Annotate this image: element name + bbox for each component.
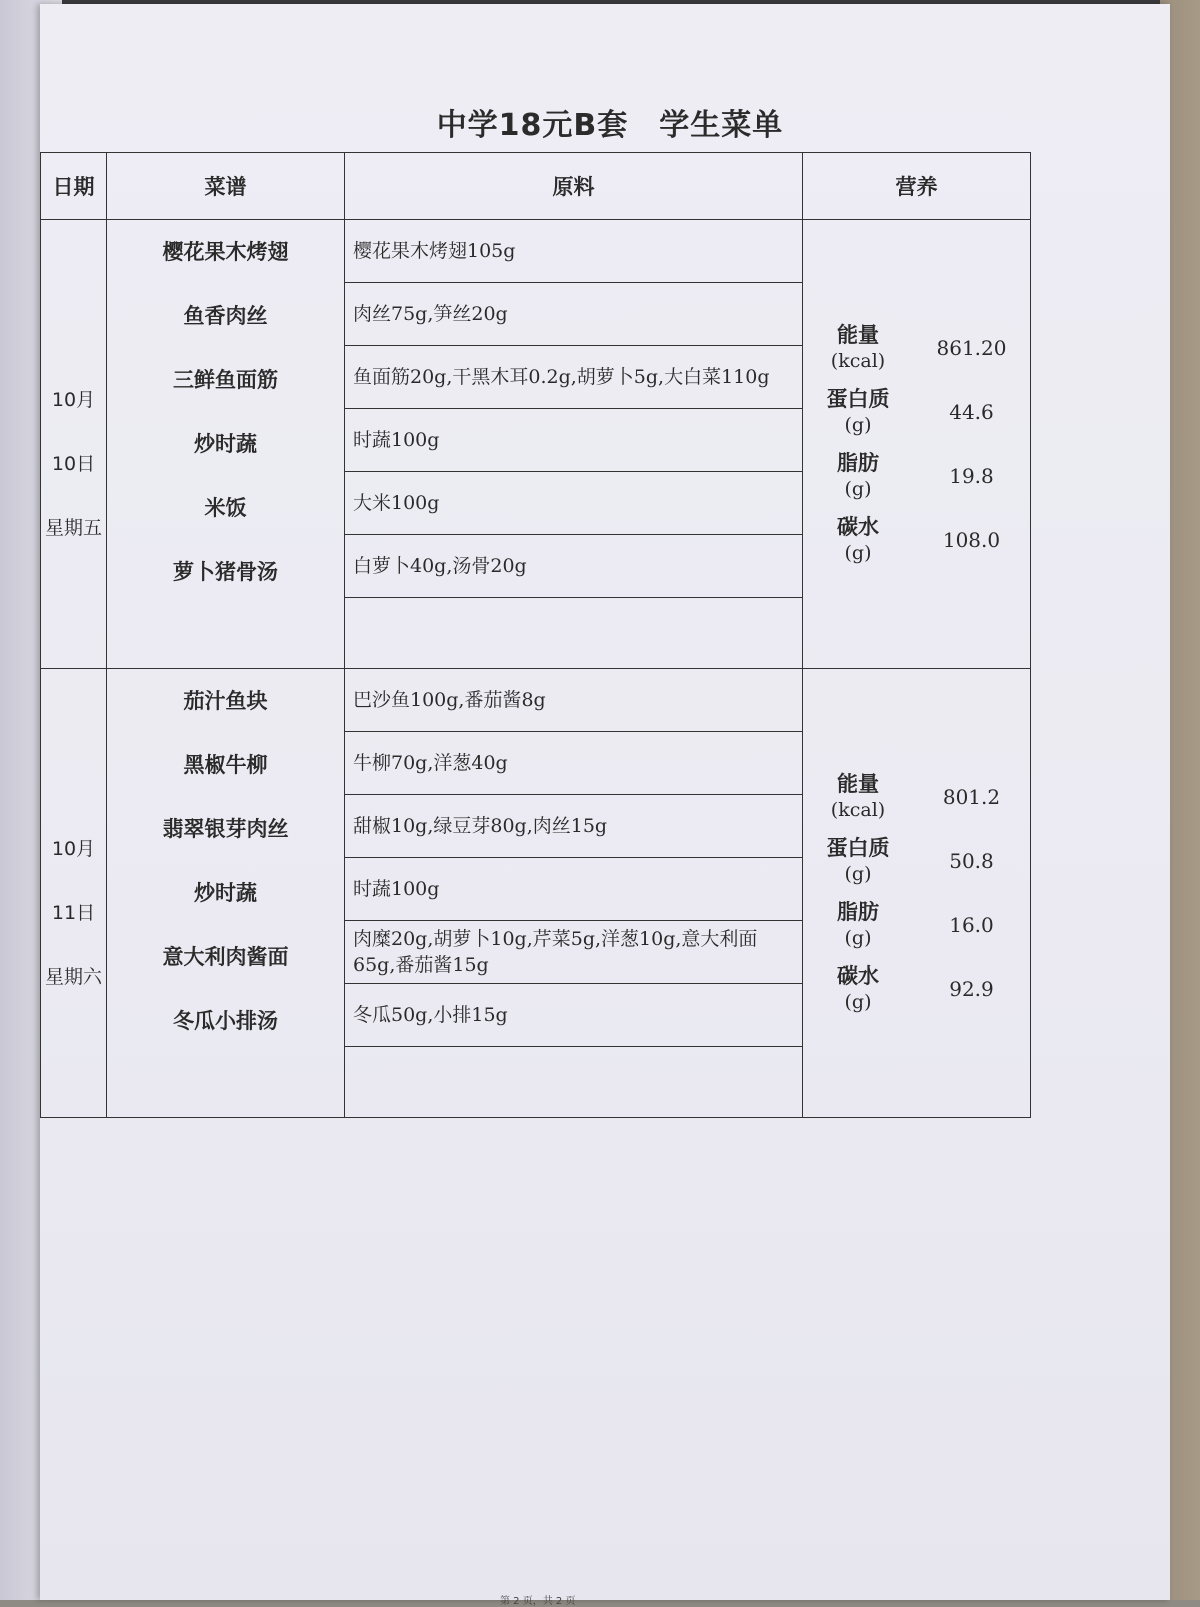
ingredients-cell bbox=[345, 669, 803, 1118]
dish-name: 翡翠银芽肉丝 bbox=[162, 817, 289, 841]
weekday-text: 星期五 bbox=[44, 517, 102, 539]
ingredient-line: 巴沙鱼100g,番茄酱8g bbox=[345, 669, 802, 732]
nutrition-unit: (g) bbox=[844, 542, 872, 564]
table-header-row bbox=[41, 153, 1031, 220]
nutrition-value: 861.20 bbox=[936, 336, 1007, 360]
nutrition-unit: (g) bbox=[844, 863, 872, 885]
dish-name: 三鲜鱼面筋 bbox=[173, 368, 278, 392]
nutrition-label: 脂肪 bbox=[837, 900, 879, 924]
ingredients-cell bbox=[345, 220, 803, 669]
dish-name: 鱼香肉丝 bbox=[183, 304, 268, 328]
nutrition-label: 碳水 bbox=[837, 964, 879, 988]
dish-name: 黑椒牛柳 bbox=[183, 753, 268, 777]
nutrition-value: 801.2 bbox=[942, 785, 1001, 809]
dish-cell bbox=[107, 220, 345, 669]
nutrition-fat bbox=[803, 893, 1030, 957]
nutrition-unit: (g) bbox=[844, 478, 872, 500]
nutrition-protein bbox=[803, 380, 1030, 444]
header-date: 日期 bbox=[41, 153, 107, 220]
weekday-text: 星期六 bbox=[44, 966, 102, 988]
ingredient-line: 大米100g bbox=[345, 472, 802, 535]
header-ingredients: 原料 bbox=[345, 153, 803, 220]
day-row bbox=[41, 669, 1031, 1118]
nutrition-label: 能量 bbox=[837, 323, 879, 347]
dish-name-empty bbox=[107, 1053, 344, 1117]
nutrition-value: 50.8 bbox=[949, 849, 994, 873]
date-cell bbox=[41, 669, 107, 1118]
menu-page bbox=[40, 4, 1170, 1607]
ingredient-line: 冬瓜50g,小排15g bbox=[345, 984, 802, 1047]
ingredient-line: 肉丝75g,笋丝20g bbox=[345, 283, 802, 346]
ingredient-line: 牛柳70g,洋葱40g bbox=[345, 732, 802, 795]
header-nutrition: 营养 bbox=[803, 153, 1031, 220]
nutrition-unit: (kcal) bbox=[830, 799, 886, 821]
dish-name: 意大利肉酱面 bbox=[162, 945, 289, 969]
dish-cell bbox=[107, 669, 345, 1118]
dish-name: 樱花果木烤翅 bbox=[162, 240, 289, 264]
nutrition-label: 蛋白质 bbox=[826, 387, 890, 411]
page-footer: 第 2 页，共 2 页 bbox=[500, 1596, 576, 1607]
nutrition-protein bbox=[803, 829, 1030, 893]
nutrition-value: 108.0 bbox=[942, 528, 1001, 552]
day-row bbox=[41, 220, 1031, 669]
ingredient-line: 甜椒10g,绿豆芽80g,肉丝15g bbox=[345, 795, 802, 858]
dish-name: 茄汁鱼块 bbox=[183, 689, 268, 713]
header-dish: 菜谱 bbox=[107, 153, 345, 220]
nutrition-carbs bbox=[803, 508, 1030, 572]
nutrition-cell bbox=[803, 220, 1031, 669]
nutrition-unit: (g) bbox=[844, 414, 872, 436]
nutrition-carbs bbox=[803, 957, 1030, 1021]
ingredient-line-empty bbox=[345, 598, 802, 661]
nutrition-unit: (g) bbox=[844, 991, 872, 1013]
menu-table bbox=[40, 152, 1031, 1118]
nutrition-unit: (g) bbox=[844, 927, 872, 949]
nutrition-cell bbox=[803, 669, 1031, 1118]
dish-name: 炒时蔬 bbox=[194, 881, 257, 905]
nutrition-label: 碳水 bbox=[837, 515, 879, 539]
dish-name-empty bbox=[107, 604, 344, 668]
dish-name: 米饭 bbox=[204, 496, 247, 520]
nutrition-value: 44.6 bbox=[949, 400, 994, 424]
nutrition-value: 19.8 bbox=[949, 464, 994, 488]
dish-name: 萝卜猪骨汤 bbox=[173, 560, 278, 584]
ingredient-line: 白萝卜40g,汤骨20g bbox=[345, 535, 802, 598]
nutrition-energy bbox=[803, 316, 1030, 380]
dish-name: 炒时蔬 bbox=[194, 432, 257, 456]
date-cell bbox=[41, 220, 107, 669]
ingredient-line: 时蔬100g bbox=[345, 409, 802, 472]
nutrition-label: 能量 bbox=[837, 772, 879, 796]
date-text: 10月10日 bbox=[51, 389, 96, 475]
nutrition-unit: (kcal) bbox=[830, 350, 886, 372]
nutrition-fat bbox=[803, 444, 1030, 508]
date-text: 10月11日 bbox=[51, 838, 96, 924]
ingredient-line: 樱花果木烤翅105g bbox=[345, 220, 802, 283]
page-title: 中学18元B套 学生菜单 bbox=[436, 108, 784, 143]
nutrition-value: 92.9 bbox=[949, 977, 994, 1001]
dish-name: 冬瓜小排汤 bbox=[173, 1009, 278, 1033]
ingredient-line: 时蔬100g bbox=[345, 858, 802, 921]
ingredient-line-empty bbox=[345, 1047, 802, 1110]
nutrition-energy bbox=[803, 765, 1030, 829]
nutrition-label: 脂肪 bbox=[837, 451, 879, 475]
ingredient-line: 肉糜20g,胡萝卜10g,芹菜5g,洋葱10g,意大利面65g,番茄酱15g bbox=[345, 921, 802, 984]
nutrition-label: 蛋白质 bbox=[826, 836, 890, 860]
nutrition-value: 16.0 bbox=[949, 913, 994, 937]
ingredient-line: 鱼面筋20g,干黑木耳0.2g,胡萝卜5g,大白菜110g bbox=[345, 346, 802, 409]
